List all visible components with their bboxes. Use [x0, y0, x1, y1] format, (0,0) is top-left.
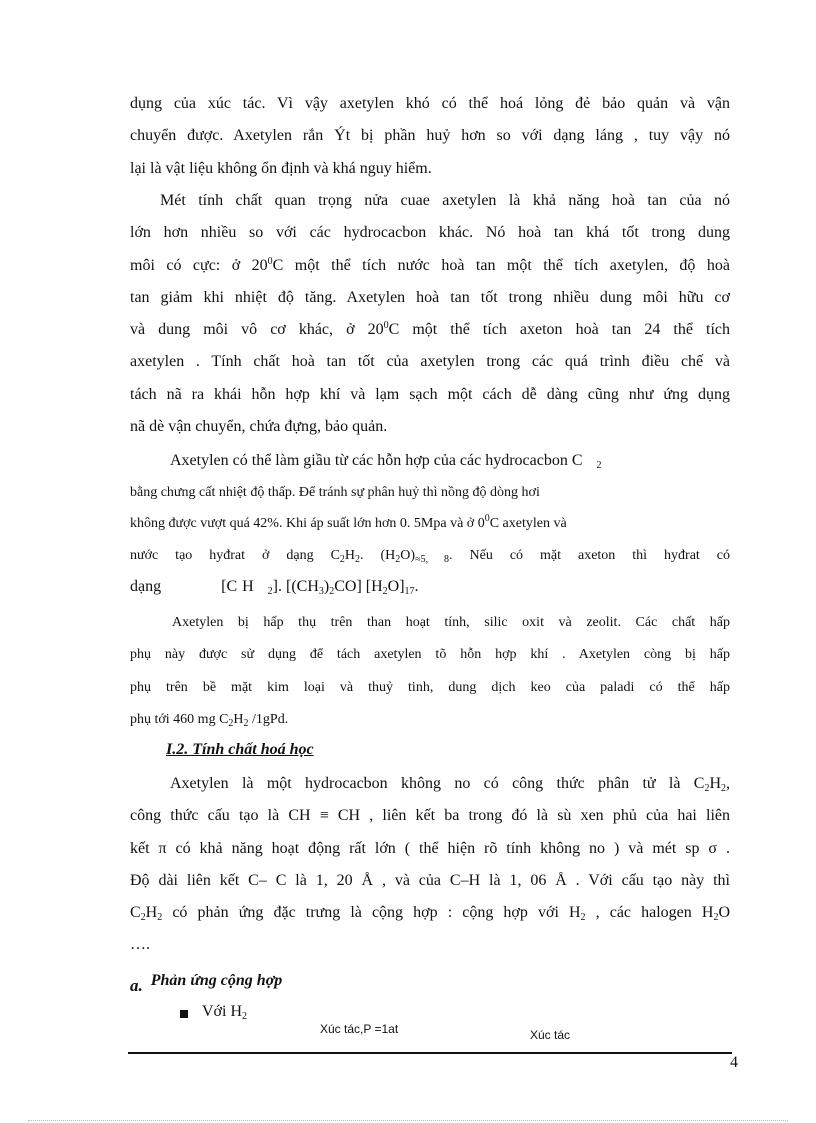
- paragraph-2: [130, 185, 730, 443]
- subheading-text: Phản ứng cộng hợp: [150, 972, 283, 989]
- sub: 2: [713, 912, 719, 924]
- p2-line-2: lớn hơn nhiều so với các hydrocacbon khác. Nó hoà tan khá tốt trong dung: [130, 224, 730, 242]
- p4-l4a: phụ tới 460 mg C: [130, 711, 229, 727]
- p4-l4b: H: [233, 711, 244, 727]
- page-number: 4: [730, 1054, 738, 1071]
- p3-line-3a: không được vượt quá 42%. Khi áp suất lớn hơn 0. 5Mpa và ở 0: [130, 516, 485, 531]
- bullet-label: Với H: [202, 1003, 243, 1020]
- p3-l5c: H: [242, 578, 254, 595]
- p2-line-8: nã dè vận chuyển, chứa đựng, bảo quản.: [130, 418, 388, 436]
- sub: 17: [404, 586, 415, 597]
- p1-line-2: chuyển được. Axetylen rắn Ýt bị phần huỷ hơn so với dạng láng , tuy vậy nó: [130, 127, 730, 145]
- p2-line-5b: C một thể tích axeton hoà tan 24 thể tích: [388, 321, 731, 339]
- p3-l5h: .: [414, 578, 419, 595]
- p5-l1b: H: [709, 775, 721, 792]
- p5-l5b: H: [145, 904, 158, 922]
- p5-l1a: Axetylen là một hydrocacbon không no có công thức phân tử là C: [170, 775, 705, 792]
- paragraph-1: [130, 88, 730, 185]
- p3-l4d: O): [400, 547, 416, 563]
- bullet-text: [202, 1003, 247, 1021]
- subheading: [130, 972, 283, 996]
- sub: 2: [339, 553, 345, 565]
- p2-line-7: tách nã ra khái hỗn hợp khí và lạm sạch một cách dễ dàng cũng như ứng dụng: [130, 385, 730, 403]
- sub: 2: [140, 912, 146, 924]
- p3-sub: 2: [596, 460, 602, 471]
- catalyst-label-2: Xúc tác: [530, 1028, 571, 1042]
- p3-l4e: . Nếu có mặt axeton thì hyđrat có: [449, 547, 730, 563]
- p3-line-1a: Axetylen có thể làm giầu từ các hỗn hợp của các hydrocacbon C: [170, 452, 583, 469]
- sub: 2: [395, 553, 401, 565]
- section-heading: I.2. Tính chất hoá học: [166, 741, 314, 758]
- p5-l5c: có phản ứng đặc trưng là cộng hợp : cộng hợp với H: [162, 904, 581, 922]
- p2-line-3b: C một thể tích nước hoà tan một thể tích axetylen, độ hoà: [272, 256, 730, 274]
- p1-line-1: dụng của xúc tác. Vì vậy axetylen khó có thể hoá lỏng đẻ bảo quản và vận: [130, 95, 730, 112]
- p3-l5g: O]: [387, 578, 405, 595]
- sub: 2: [243, 717, 249, 729]
- p3-line-3b: C axetylen và: [489, 516, 567, 531]
- p5-l5a: C: [130, 904, 141, 922]
- p3-l4b: H: [344, 547, 356, 563]
- degree-sup: 0: [267, 255, 273, 267]
- sub: 2: [721, 783, 726, 794]
- p2-line-3: [130, 250, 730, 282]
- p4-line-3: phụ trên bề mặt kim loại và thuỷ tinh, dung dịch keo của paladi có thể hấp: [130, 679, 730, 695]
- paragraph-5: [130, 768, 730, 962]
- p4-l4c: /1gPd.: [248, 711, 289, 727]
- p2-line-3a: môi có cực: ở 20: [130, 256, 268, 274]
- degree-sup: 0: [383, 320, 389, 332]
- page-bottom-border: [28, 1120, 788, 1121]
- p5-l5e: O: [718, 904, 730, 922]
- footer-rule: [128, 1052, 732, 1054]
- p3-l5e: ): [323, 578, 330, 595]
- sub: 2: [267, 586, 273, 597]
- p5-l1c: ,: [726, 775, 730, 792]
- sub: 2: [157, 912, 163, 924]
- p5-l5d: , các halogen H: [585, 904, 714, 922]
- p3-l4a: nước tạo hyđrat ở dạng C: [130, 547, 340, 563]
- p3-line-4: [130, 540, 730, 572]
- sub: 2: [242, 1011, 248, 1022]
- p1-line-3: lại là vật liệu không ổn định và khá nguy hiểm.: [130, 159, 432, 177]
- sub: 2: [704, 783, 710, 794]
- sub: 3: [318, 586, 324, 597]
- subheading-letter: a.: [130, 976, 143, 995]
- p2-line-4: tan giảm khi nhiệt độ tăng. Axetylen hoà tan tốt trong nhiều dung môi hữu cơ: [130, 288, 730, 306]
- p3-l5d: ]. [(CH: [272, 578, 319, 595]
- p2-line-5: [130, 314, 730, 346]
- p4-line-4: [130, 704, 730, 736]
- sub: 2: [355, 553, 361, 565]
- p5-line-2: công thức cấu tạo là CH ≡ CH , liên kết ba trong đó là sù xen phủ của hai liên: [130, 807, 730, 825]
- p5-line-1: [130, 768, 730, 800]
- sub: 2: [228, 717, 234, 729]
- paragraph-3: [130, 445, 730, 603]
- p2-line-1: Mét tính chất quan trọng nửa cuae axetylen là khả năng hoà tan của nó: [160, 192, 730, 209]
- p3-l5a: dạng: [130, 578, 162, 595]
- p5-line-3: kết π có khả năng hoạt động rất lớn ( thể hiện rõ tính không no ) và mét sp σ .: [130, 839, 730, 857]
- p3-line-2: bằng chưng cất nhiệt độ thấp. Để tránh sự phân huỷ thì nồng độ dòng hơi: [130, 484, 540, 500]
- p3-line-1: [130, 445, 730, 477]
- p4-line-2: phụ này được sử dụng để tách axetylen tõ hỗn hợp khí . Axetylen còng bị hấp: [130, 647, 730, 663]
- catalyst-label-1: Xúc tác,P =1at: [320, 1022, 399, 1036]
- sub: 2: [382, 586, 388, 597]
- p2-line-5a: và dung môi vô cơ khác, ở 20: [130, 321, 384, 339]
- sub: 2: [329, 586, 335, 597]
- p3-l4c: . (H: [360, 547, 396, 563]
- p5-line-4: Độ dài liên kết C– C là 1, 20 Å , và của C–H là 1, 06 Å . Với cấu tạo này thì: [130, 871, 730, 889]
- sub: ≈5, 8: [415, 553, 450, 565]
- sub: 2: [580, 912, 586, 924]
- paragraph-4: [130, 607, 730, 736]
- bullet-icon: [180, 1010, 188, 1018]
- p2-line-6: axetylen . Tính chất hoà tan tốt của axetylen trong các quá trình điều chế và: [130, 353, 730, 371]
- p3-line-3: [130, 508, 730, 540]
- p3-l5b: [C: [221, 578, 238, 595]
- degree-sup: 0: [484, 513, 490, 524]
- p3-line-5: [130, 571, 730, 603]
- p5-line-5: [130, 897, 730, 929]
- p3-l5f: CO] [H: [334, 578, 383, 595]
- p4-line-1: Axetylen bị hấp thụ trên than hoạt tính, silic oxit và zeolit. Các chất hấp: [172, 615, 730, 630]
- p5-line-6: ….: [130, 936, 150, 954]
